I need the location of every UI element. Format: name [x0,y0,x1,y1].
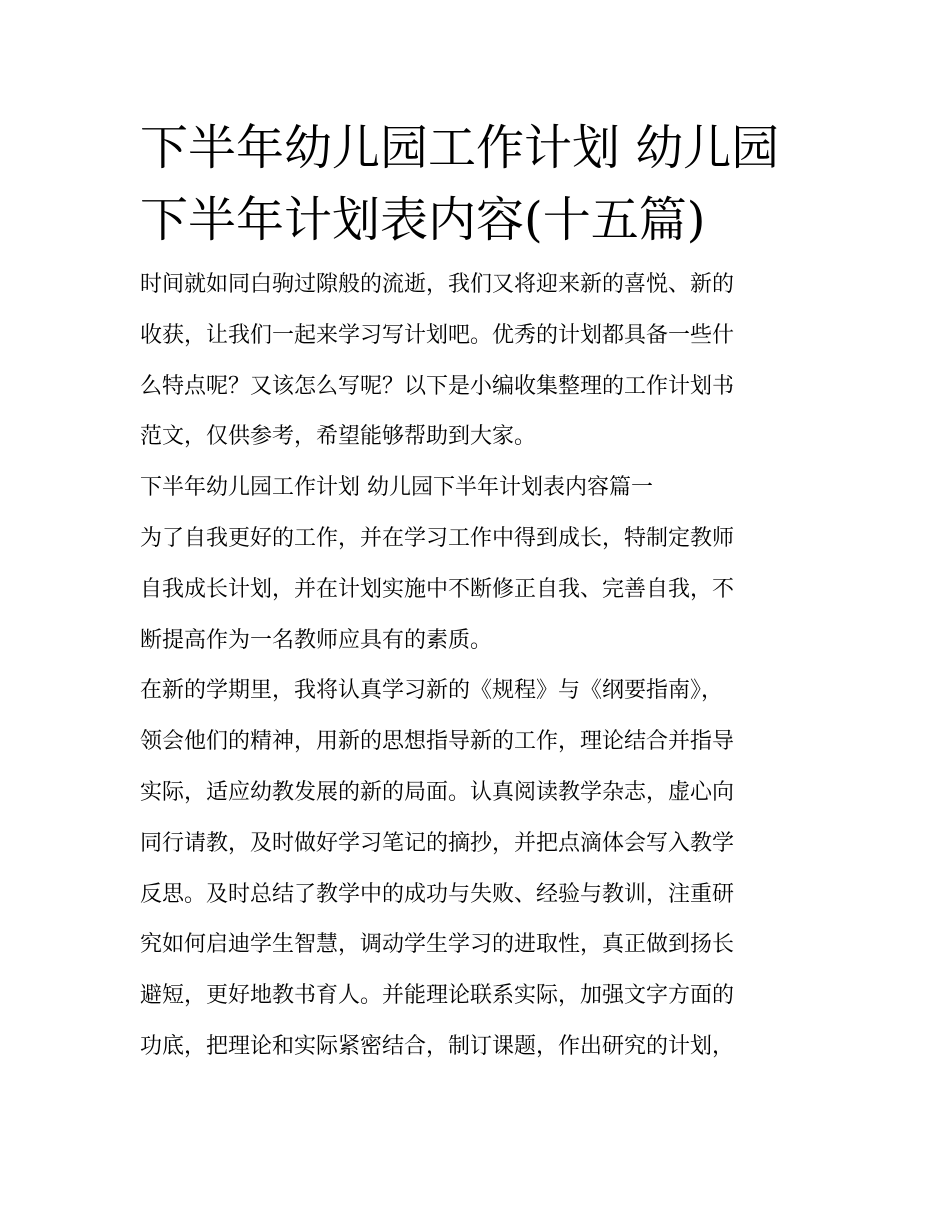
title-line: 下半年计划表内容(十五篇) [140,192,706,248]
section-heading: 下半年幼儿园工作计划 幼儿园下半年计划表内容篇一 [140,475,653,501]
body-line: 避短，更好地教书育人。并能理论联系实际，加强文字方面的 [140,983,735,1009]
document-title [140,112,812,256]
document-content [140,112,812,1073]
title-line: 下半年幼儿园工作计划 幼儿园 [140,120,780,176]
body-line: 为了自我更好的工作，并在学习工作中得到成长，特制定教师 [140,525,735,551]
document-body [140,260,812,1073]
body-line: 范文，仅供参考，希望能够帮助到大家。 [140,424,537,450]
body-line: 同行请教，及时做好学习笔记的摘抄，并把点滴体会写入教学 [140,830,735,856]
body-line: 领会他们的精神，用新的思想指导新的工作，理论结合并指导 [140,729,735,755]
body-line: 反思。及时总结了教学中的成功与失败、经验与教训，注重研 [140,881,735,907]
body-line: 自我成长计划，并在计划实施中不断修正自我、完善自我，不 [140,576,735,602]
body-line: 么特点呢？又该怎么写呢？以下是小编收集整理的工作计划书 [140,373,735,399]
body-line: 断提高作为一名教师应具有的素质。 [140,627,493,653]
body-line: 功底，把理论和实际紧密结合，制订课题，作出研究的计划， [140,1033,735,1059]
body-line: 究如何启迪学生智慧，调动学生学习的进取性，真正做到扬长 [140,932,735,958]
body-line: 实际，适应幼教发展的新的局面。认真阅读教学杂志，虚心向 [140,779,735,805]
body-line: 收获，让我们一起来学习写计划吧。优秀的计划都具备一些什 [140,322,735,348]
body-line: 时间就如同白驹过隙般的流逝，我们又将迎来新的喜悦、新的 [140,272,735,297]
body-line: 在新的学期里，我将认真学习新的《规程》与《纲要指南》， [140,678,724,704]
